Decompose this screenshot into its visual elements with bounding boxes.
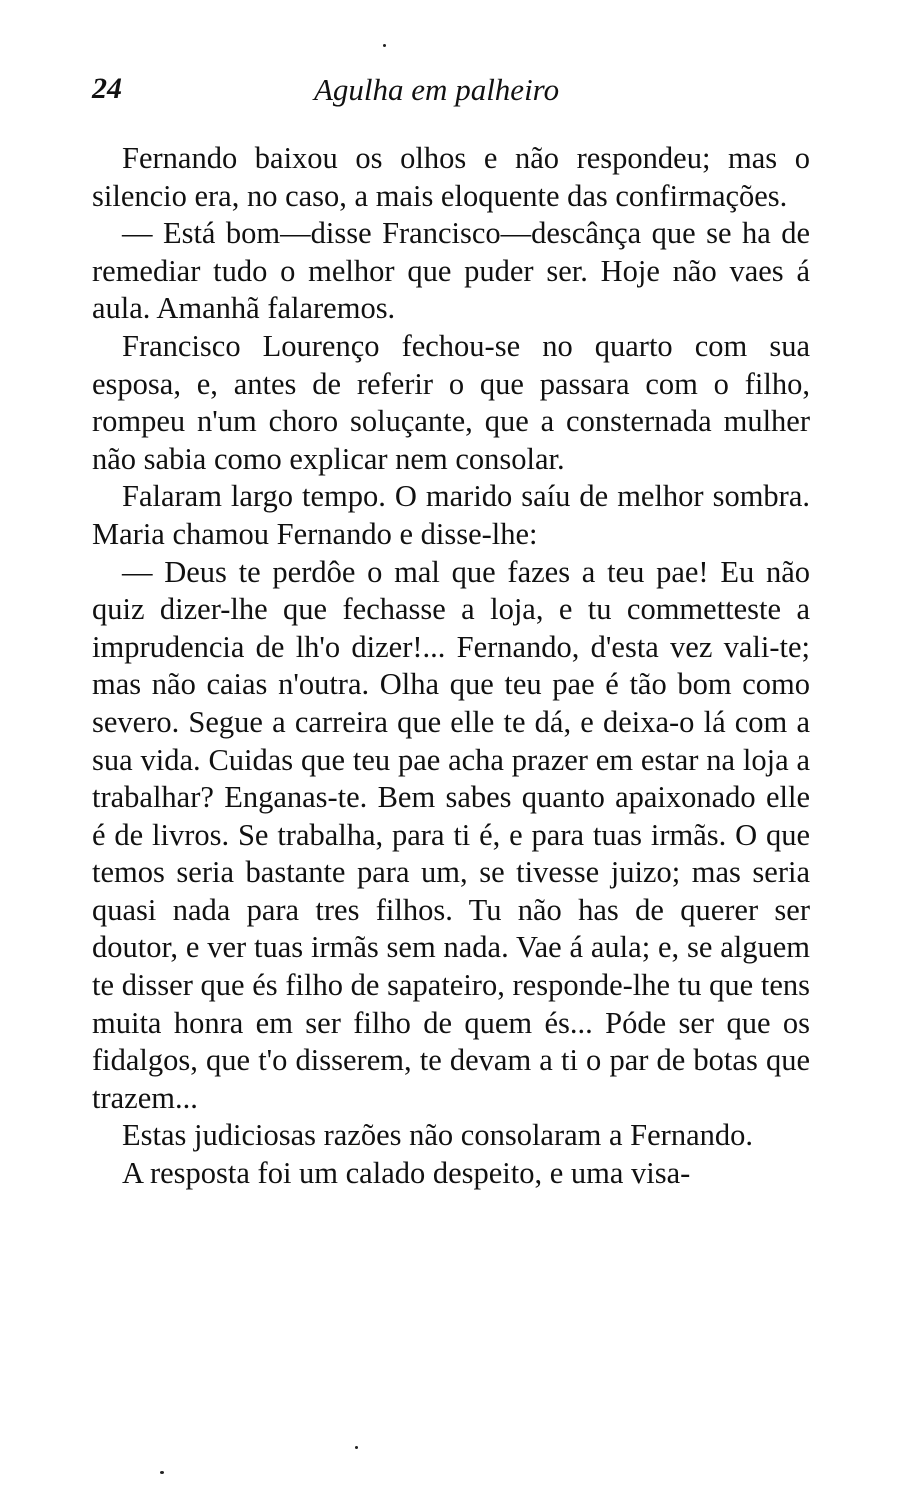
paragraph: Francisco Lourenço fechou-se no quarto com sua esposa, e, antes de referir o que passara com o filho, rompeu n'um choro soluçante, que a consternada mulher não sabia como explicar nem consolar. <box>92 328 810 476</box>
paragraph: Estas judiciosas razões não consolaram a Fernando. <box>122 1118 753 1153</box>
print-speck <box>383 44 386 47</box>
running-title: Agulha em palheiro <box>314 72 560 107</box>
paragraph: A resposta foi um calado despeito, e uma visa- <box>122 1156 691 1191</box>
paragraph: Falaram largo tempo. O marido saíu de melhor sombra. Maria chamou Fernando e disse-lhe: <box>92 479 810 551</box>
page-number: 24 <box>92 72 122 105</box>
print-speck <box>355 1446 358 1449</box>
print-speck <box>160 1471 164 1474</box>
body-text <box>92 140 810 1193</box>
paragraph: — Está bom—disse Francisco—descânça que se ha de remediar tudo o melhor que puder ser. Hoje não vaes á aula. Amanhã falaremos. <box>92 216 810 326</box>
paragraph: — Deus te perdôe o mal que fazes a teu pae! Eu não quiz dizer-lhe que fechasse a loja, e tu commetteste a imprudencia de lh'o dizer!... Fernando, d'esta vez vali-te; mas não caias n'outra. Olha que teu pae é tão bom como severo. Segue a carreira que elle te dá, e deixa-o lá com a sua vida. Cuidas que teu pae acha prazer em estar na loja a trabalhar? Enganas-te. Bem sabes quanto apaixonado elle é de livros. Se trabalha, para ti é, e para tuas irmãs. O que temos seria bastante para um, se tivesse juizo; mas seria quasi nada para tres filhos. Tu não has de querer ser doutor, e ver tuas irmãs sem nada. Vae á aula; e, se alguem te disser que és filho de sapateiro, responde-lhe tu que tens muita honra em ser filho de quem és... Póde ser que os fidalgos, que t'o disserem, te devam a ti o par de botas que trazem... <box>92 554 810 1115</box>
page-header <box>92 72 810 118</box>
paragraph: Fernando baixou os olhos e não respondeu; mas o silencio era, no caso, a mais eloquente das confirmações. <box>92 141 810 213</box>
